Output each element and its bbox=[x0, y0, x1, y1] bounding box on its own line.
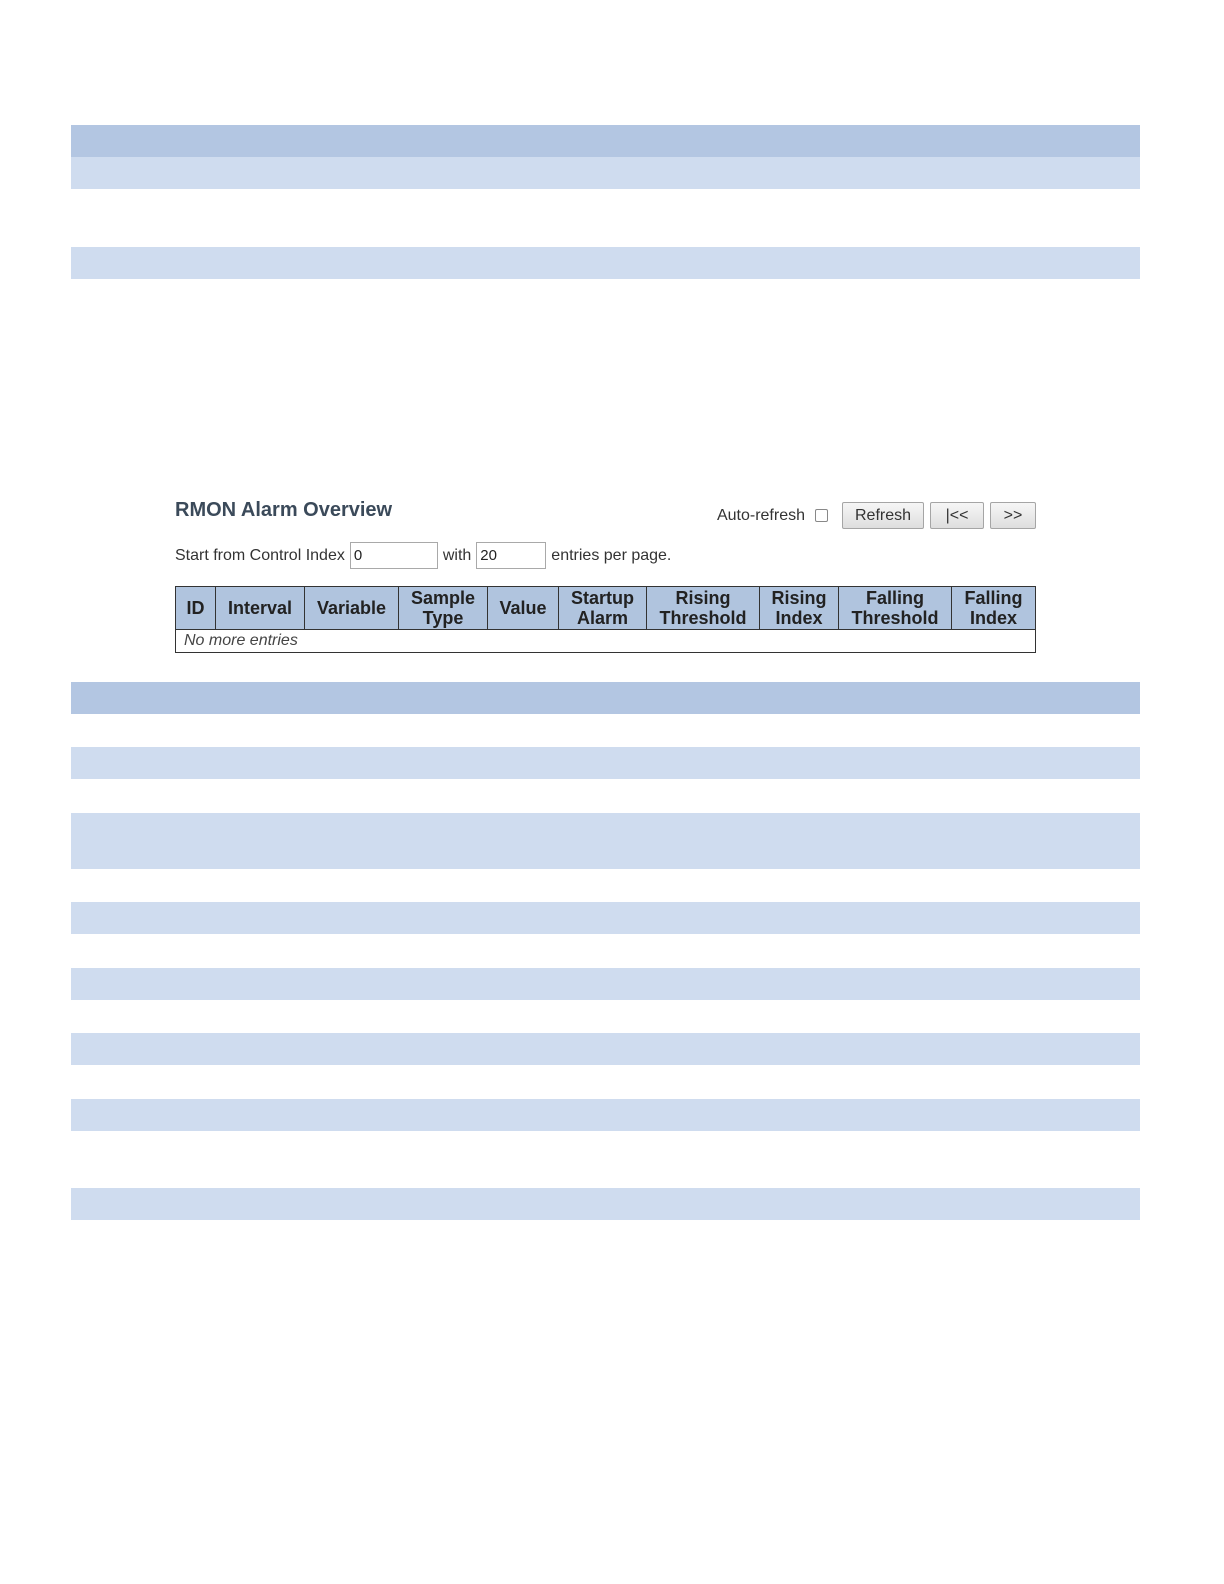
column-header-startup-alarm: Startup Alarm bbox=[559, 587, 647, 630]
background-band bbox=[71, 125, 1140, 157]
background-band bbox=[71, 1099, 1140, 1131]
background-band bbox=[71, 747, 1140, 779]
refresh-button[interactable]: Refresh bbox=[842, 502, 924, 529]
auto-refresh-checkbox[interactable] bbox=[815, 509, 828, 522]
background-band bbox=[71, 1033, 1140, 1065]
column-header-value: Value bbox=[488, 587, 559, 630]
next-page-button[interactable]: >> bbox=[990, 502, 1036, 529]
start-index-input[interactable] bbox=[350, 542, 438, 569]
column-header-falling-threshold: Falling Threshold bbox=[839, 587, 952, 630]
background-band bbox=[71, 157, 1140, 189]
paging-controls bbox=[175, 542, 671, 569]
column-header-rising-threshold: Rising Threshold bbox=[647, 587, 760, 630]
column-header-falling-index: Falling Index bbox=[952, 587, 1036, 630]
start-index-label: Start from Control Index bbox=[175, 546, 345, 564]
alarm-table bbox=[175, 586, 1036, 653]
first-page-button[interactable]: |<< bbox=[930, 502, 984, 529]
column-header-id: ID bbox=[176, 587, 216, 630]
entries-per-page-input[interactable] bbox=[476, 542, 546, 569]
background-band bbox=[71, 1188, 1140, 1220]
column-header-variable: Variable bbox=[305, 587, 399, 630]
page-title: RMON Alarm Overview bbox=[175, 499, 393, 521]
background-band bbox=[71, 682, 1140, 714]
column-header-interval: Interval bbox=[216, 587, 305, 630]
empty-message: No more entries bbox=[176, 630, 1036, 653]
background-band bbox=[71, 247, 1140, 279]
table-header-row bbox=[176, 587, 1036, 630]
background-band bbox=[71, 813, 1140, 869]
background-band bbox=[71, 968, 1140, 1000]
column-header-rising-index: Rising Index bbox=[760, 587, 839, 630]
auto-refresh-label: Auto-refresh bbox=[716, 506, 805, 524]
background-band bbox=[71, 902, 1140, 934]
table-row bbox=[176, 630, 1036, 653]
toolbar bbox=[717, 502, 1036, 529]
with-label: with bbox=[442, 546, 472, 564]
column-header-sample-type: Sample Type bbox=[399, 587, 488, 630]
entries-per-page-label: entries per page. bbox=[551, 546, 672, 564]
